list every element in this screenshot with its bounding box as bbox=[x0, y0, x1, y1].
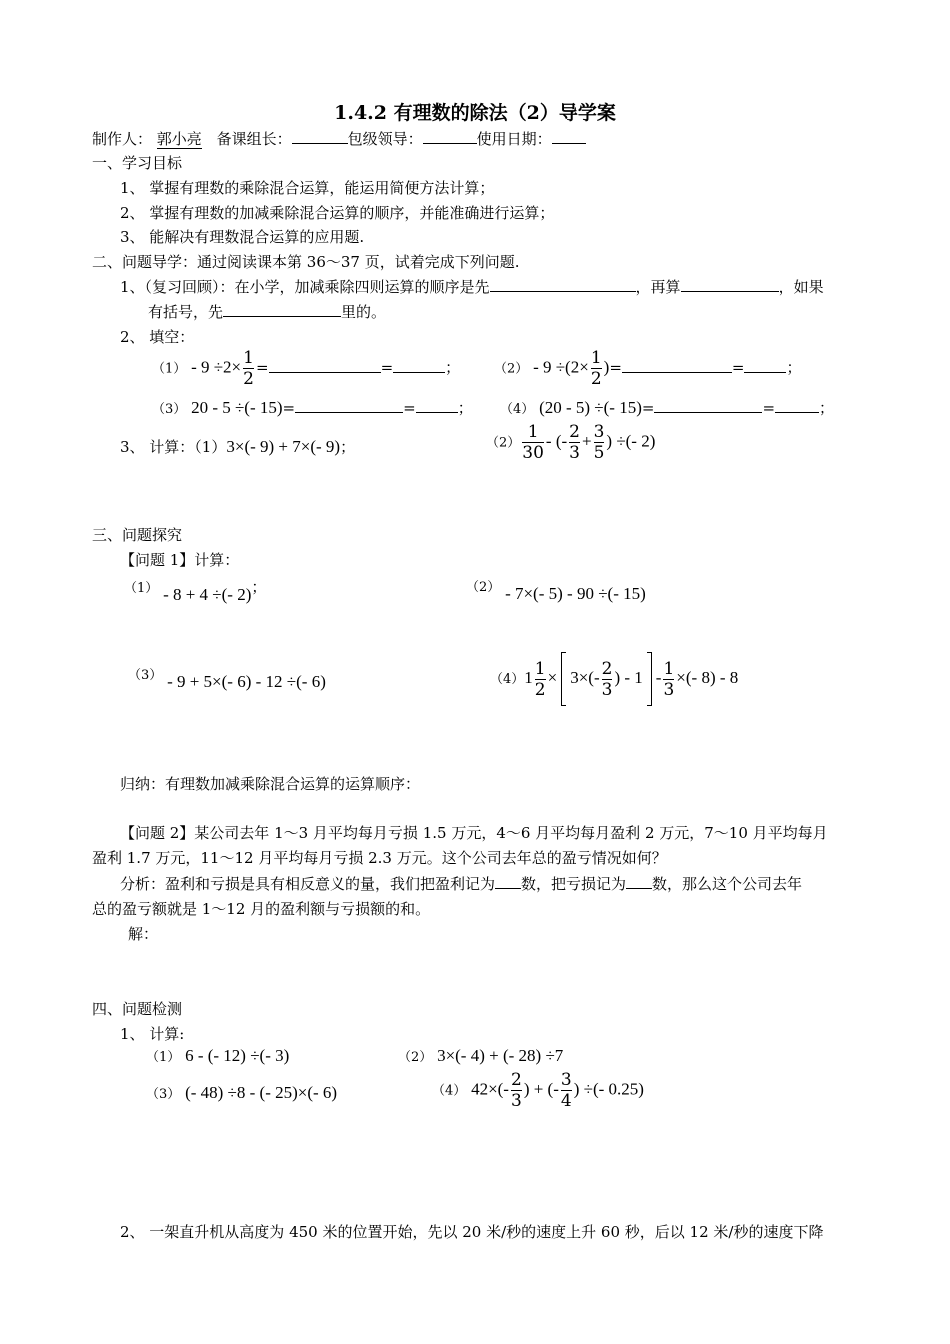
item-label: （2） bbox=[494, 361, 529, 377]
item-label: （1） bbox=[124, 581, 159, 596]
item-label: （3） bbox=[146, 1087, 181, 1102]
analysis-text: 分析：盈利和亏损是具有相反意义的量，我们把盈利记为 bbox=[120, 875, 496, 893]
expression: 3×(- bbox=[570, 668, 600, 687]
expression: × bbox=[547, 668, 558, 687]
answer-blank[interactable] bbox=[295, 397, 403, 413]
goal-item: 3、 能解决有理数混合运算的应用题. bbox=[120, 228, 365, 246]
denominator: 3 bbox=[510, 1091, 522, 1111]
review-text: ，如果 bbox=[778, 278, 824, 296]
numerator: 3 bbox=[560, 1070, 572, 1090]
supervisor-blank[interactable] bbox=[423, 128, 477, 144]
fraction bbox=[535, 659, 546, 700]
fraction bbox=[594, 422, 605, 463]
calc-item-1 bbox=[120, 436, 355, 457]
left-bracket bbox=[561, 652, 566, 706]
test-item-3 bbox=[146, 1083, 337, 1103]
negative-blank[interactable] bbox=[626, 873, 652, 889]
section-3-heading: 三、问题探究 bbox=[92, 526, 183, 544]
test-item-2 bbox=[398, 1046, 563, 1066]
denominator: 2 bbox=[590, 369, 602, 389]
expression: - 7×(- 5) - 90 ÷(- 15) bbox=[505, 584, 646, 603]
expression: 6 - (- 12) ÷(- 3) bbox=[185, 1046, 290, 1065]
numerator: 3 bbox=[593, 422, 605, 442]
item-label: （1） bbox=[146, 1050, 181, 1065]
expression: ) ÷(- 2) bbox=[606, 431, 656, 451]
goal-item: 1、 掌握有理数的乘除混合运算，能运用简便方法计算； bbox=[120, 179, 495, 197]
calc-item-2 bbox=[486, 422, 655, 463]
expression: (20 - 5) ÷(- 15) bbox=[539, 398, 642, 417]
answer-blank[interactable] bbox=[269, 357, 381, 373]
fraction-half bbox=[243, 348, 254, 389]
answer-blank[interactable] bbox=[393, 357, 445, 373]
denominator: 5 bbox=[593, 443, 605, 463]
expression: 20 - 5 ÷(- 15) bbox=[191, 398, 283, 417]
numerator: 1 bbox=[663, 658, 675, 679]
test-q1: 1、 计算: bbox=[120, 1025, 185, 1043]
item-label: （2） bbox=[466, 580, 501, 595]
equals: = bbox=[255, 358, 269, 377]
expression: 3×(- 9) + 7×(- 9) bbox=[226, 437, 341, 456]
problem-1-item-2 bbox=[466, 576, 646, 603]
problem-1-item-1 bbox=[124, 576, 267, 604]
review-question-cont bbox=[148, 301, 386, 322]
test-item-1 bbox=[146, 1046, 289, 1066]
fraction bbox=[522, 422, 544, 463]
author-label: 制作人： bbox=[92, 130, 153, 148]
equals: = bbox=[403, 399, 416, 417]
expression: ) ÷(- 0.25) bbox=[573, 1079, 644, 1099]
test-q2: 2、 一架直升机从高度为 450 米的位置开始，先以 20 米/秒的速度上升 60 秒，后以 12 米/秒的速度下降 bbox=[120, 1223, 824, 1241]
order-blank-2[interactable] bbox=[681, 276, 779, 292]
expression: - 9 ÷2× bbox=[191, 357, 242, 377]
answer-blank[interactable] bbox=[654, 397, 762, 413]
answer-blank[interactable] bbox=[744, 357, 786, 373]
numerator: 1 bbox=[590, 348, 602, 368]
problem-1-item-4 bbox=[490, 652, 738, 706]
item-label: （4） bbox=[500, 402, 535, 417]
analysis-line-1 bbox=[120, 873, 802, 894]
summary: 归纳：有理数加减乘除混合运算的运算顺序： bbox=[120, 775, 421, 793]
item-label: （3） bbox=[128, 668, 163, 683]
item-label: （3） bbox=[152, 402, 187, 417]
order-blank-1[interactable] bbox=[490, 276, 636, 292]
section-4-heading: 四、问题检测 bbox=[92, 1000, 183, 1018]
fraction bbox=[561, 1070, 572, 1111]
supervisor-label: 包级领导： bbox=[347, 130, 423, 148]
numerator: 2 bbox=[510, 1070, 522, 1090]
item-label: （4） bbox=[432, 1083, 467, 1099]
expression: - bbox=[655, 668, 662, 687]
item-label: （2） bbox=[398, 1050, 433, 1065]
numerator: 1 bbox=[522, 422, 544, 443]
expression: - 9 + 5×(- 6) - 12 ÷(- 6) bbox=[167, 672, 326, 691]
goal-item: 2、 掌握有理数的加减乘除混合运算的顺序，并能准确进行运算； bbox=[120, 204, 555, 222]
fill-item-3 bbox=[152, 397, 473, 418]
test-item-4 bbox=[432, 1070, 644, 1111]
problem-1-item-3 bbox=[128, 664, 326, 691]
numerator: 2 bbox=[569, 422, 580, 442]
review-text: 1、（复习回顾）：在小学，加减乘除四则运算的顺序是先 bbox=[120, 278, 490, 296]
denominator: 3 bbox=[663, 679, 675, 700]
expression: ×(- 8) - 8 bbox=[676, 668, 739, 687]
fill-in-heading: 2、 填空： bbox=[120, 328, 195, 346]
analysis-line-2: 总的盈亏额就是 1～12 月的盈利额与亏损额的和。 bbox=[92, 900, 431, 918]
item-label: （1） bbox=[152, 361, 187, 377]
equals: = bbox=[609, 358, 622, 377]
fraction bbox=[663, 659, 674, 700]
group-leader-label: 备课组长： bbox=[216, 130, 292, 148]
fraction bbox=[569, 422, 580, 463]
denominator: 4 bbox=[560, 1091, 572, 1111]
answer-blank[interactable] bbox=[622, 357, 732, 373]
fill-item-1 bbox=[152, 348, 460, 389]
date-label: 使用日期： bbox=[476, 130, 552, 148]
denominator: 3 bbox=[569, 443, 580, 463]
expression: 3×(- 4) + (- 28) ÷7 bbox=[437, 1046, 564, 1065]
problem-2-line-2: 盈利 1.7 万元，11～12 月平均每月亏损 2.3 万元。这个公司去年总的盈亏情况如何？ bbox=[92, 849, 667, 867]
numerator: 2 bbox=[601, 658, 613, 679]
semicolon: ； bbox=[445, 358, 461, 377]
review-text: 有括号，先 bbox=[148, 303, 224, 321]
bracket-blank[interactable] bbox=[223, 301, 341, 317]
fraction-half bbox=[591, 348, 602, 389]
problem-2-line-1: 【问题 2】某公司去年 1～3 月平均每月亏损 1.5 万元，4～6 月平均每月盈利 2 万元，7～10 月平均每月 bbox=[120, 824, 828, 842]
item-label: （4） bbox=[490, 672, 525, 687]
expression: - 9 ÷(2× bbox=[533, 357, 589, 377]
expression: - (- bbox=[545, 431, 568, 451]
date-blank[interactable] bbox=[552, 128, 586, 144]
fraction bbox=[511, 1070, 522, 1111]
fill-item-4 bbox=[500, 397, 834, 418]
expression: + bbox=[581, 431, 592, 451]
calc-label: 3、 计算：（1） bbox=[120, 438, 227, 456]
section-2-heading: 二、问题导学：通过阅读课本第 36～37 页，试着完成下列问题. bbox=[92, 253, 520, 271]
expression: 42×(- bbox=[471, 1079, 509, 1099]
review-text: 里的。 bbox=[341, 303, 387, 321]
answer-blank[interactable] bbox=[775, 397, 819, 413]
expression: ) bbox=[603, 357, 610, 377]
fraction bbox=[602, 659, 613, 700]
semicolon: ； bbox=[819, 399, 835, 417]
expression: - 8 + 4 ÷(- 2) bbox=[163, 585, 252, 604]
review-text: ，再算 bbox=[635, 278, 681, 296]
numerator: 1 bbox=[243, 348, 254, 368]
expression: ) - 1 bbox=[614, 668, 643, 687]
denominator: 2 bbox=[534, 679, 546, 700]
author-name: 郭小亮 bbox=[156, 130, 202, 148]
denominator: 3 bbox=[601, 679, 613, 700]
answer-blank[interactable] bbox=[416, 397, 458, 413]
review-question bbox=[120, 276, 824, 297]
numerator: 1 bbox=[534, 658, 546, 679]
section-1-heading: 一、学习目标 bbox=[92, 154, 183, 172]
positive-blank[interactable] bbox=[495, 873, 521, 889]
analysis-text: 数，那么这个公司去年 bbox=[652, 875, 803, 893]
equals: = bbox=[762, 399, 776, 417]
right-bracket bbox=[647, 652, 652, 706]
group-leader-blank[interactable] bbox=[292, 128, 348, 144]
expression: (- 48) ÷8 - (- 25)×(- 6) bbox=[185, 1083, 338, 1102]
equals: = bbox=[282, 399, 296, 417]
semicolon: ； bbox=[786, 358, 802, 377]
denominator: 30 bbox=[522, 443, 544, 463]
equals: = bbox=[380, 358, 394, 377]
page-title: 1.4.2 有理数的除法（2）导学案 bbox=[334, 102, 616, 124]
analysis-text: 数，把亏损记为 bbox=[521, 875, 627, 893]
item-label: （2） bbox=[486, 435, 521, 451]
semicolon: ； bbox=[251, 578, 267, 596]
equals: = bbox=[641, 399, 655, 417]
semicolon: ； bbox=[340, 438, 356, 456]
header-line bbox=[92, 128, 586, 149]
fill-item-2 bbox=[494, 348, 801, 389]
solution-label: 解： bbox=[128, 925, 159, 943]
whole-number: 1 bbox=[524, 668, 533, 687]
problem-1-heading: 【问题 1】计算： bbox=[120, 551, 240, 569]
semicolon: ； bbox=[457, 399, 473, 417]
denominator: 2 bbox=[243, 369, 254, 389]
expression: ) + (- bbox=[523, 1079, 559, 1099]
equals: = bbox=[731, 358, 745, 377]
